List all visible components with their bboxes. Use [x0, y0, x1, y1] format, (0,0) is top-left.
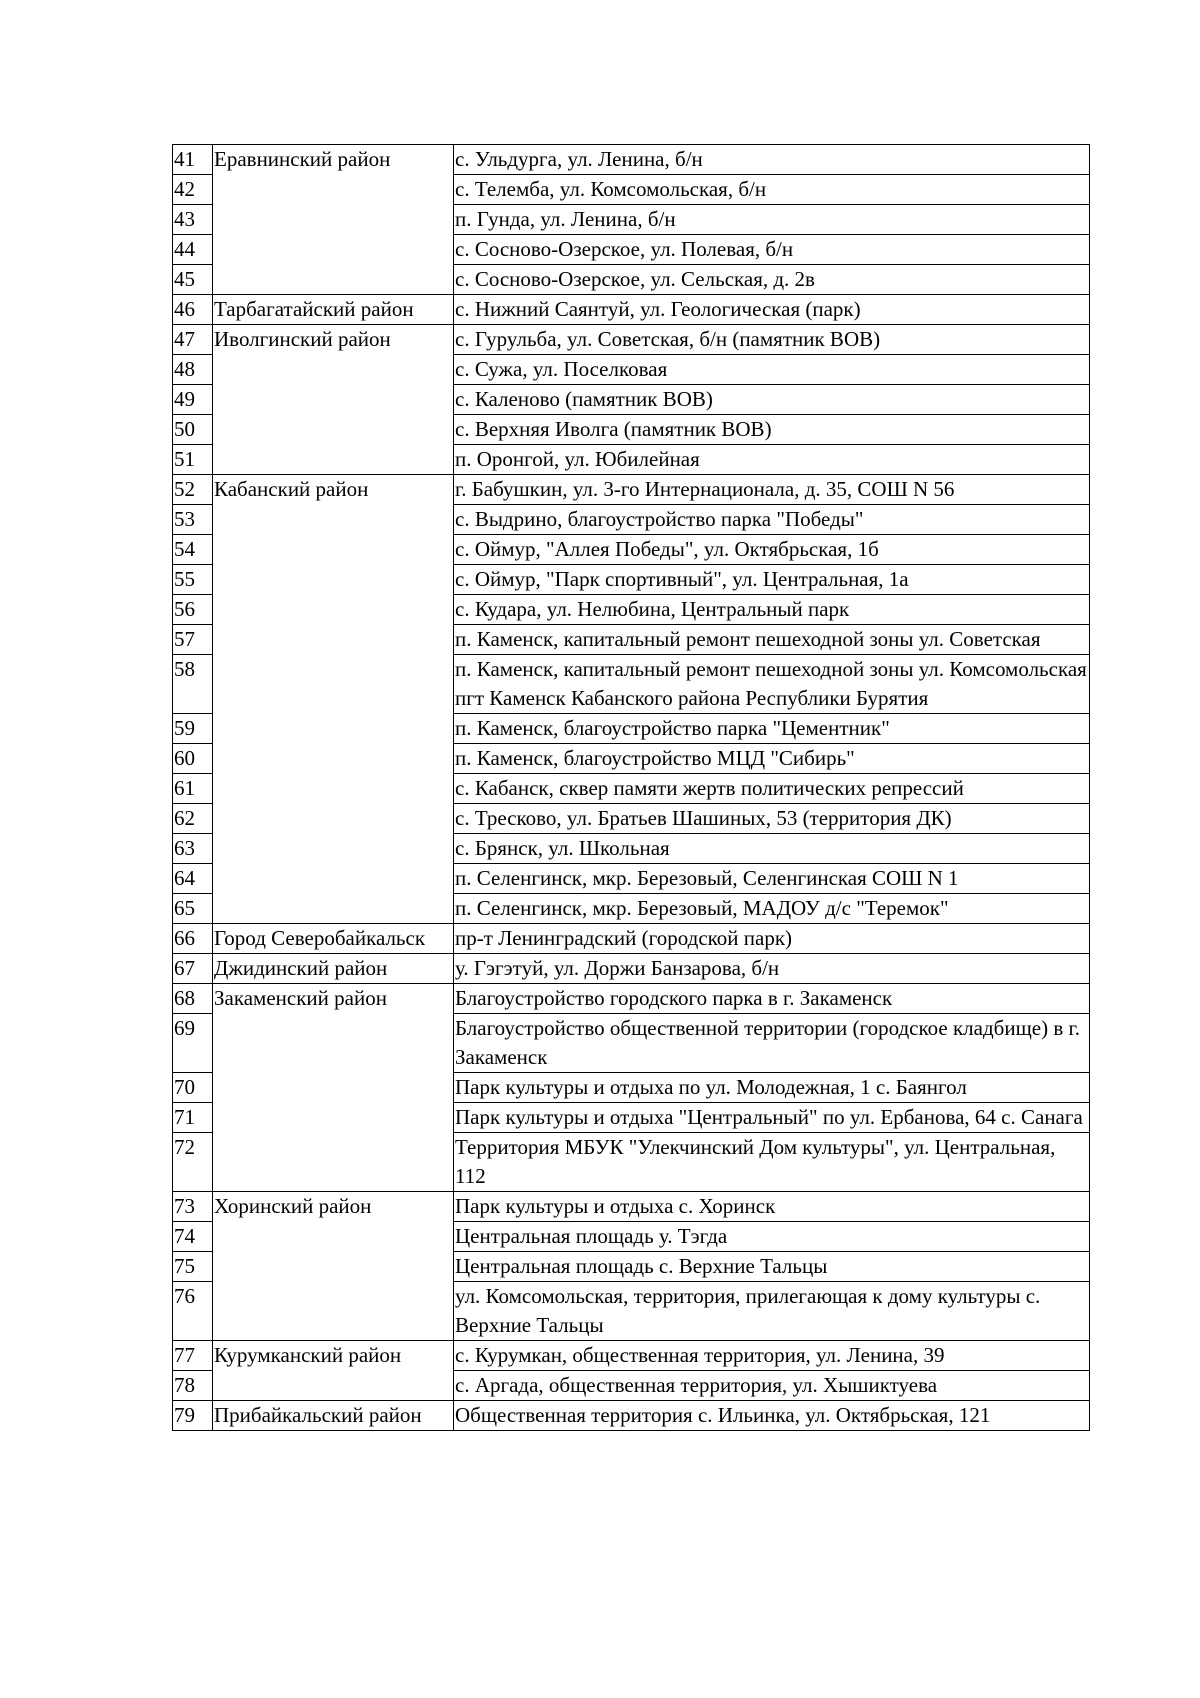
row-number: 57: [173, 625, 213, 655]
site-address: п. Селенгинск, мкр. Березовый, МАДОУ д/с "Теремок": [454, 894, 1090, 924]
row-number: 58: [173, 655, 213, 714]
sites-table-body: [173, 145, 1090, 1431]
site-address: Центральная площадь с. Верхние Тальцы: [454, 1252, 1090, 1282]
site-address: с. Верхняя Иволга (памятник ВОВ): [454, 415, 1090, 445]
district-name: Иволгинский район: [213, 325, 454, 475]
site-address: ул. Комсомольская, территория, прилегающая к дому культуры с. Верхние Тальцы: [454, 1282, 1090, 1341]
district-name: Закаменский район: [213, 984, 454, 1192]
site-address: с. Кабанск, сквер памяти жертв политических репрессий: [454, 774, 1090, 804]
site-address: п. Гунда, ул. Ленина, б/н: [454, 205, 1090, 235]
sites-table: [172, 144, 1090, 1431]
site-address: с. Выдрино, благоустройство парка "Победы": [454, 505, 1090, 535]
site-address: с. Каленово (памятник ВОВ): [454, 385, 1090, 415]
site-address: Парк культуры и отдыха "Центральный" по ул. Ербанова, 64 с. Санага: [454, 1103, 1090, 1133]
row-number: 52: [173, 475, 213, 505]
row-number: 76: [173, 1282, 213, 1341]
row-number: 50: [173, 415, 213, 445]
site-address: с. Ульдурга, ул. Ленина, б/н: [454, 145, 1090, 175]
site-address: с. Оймур, "Аллея Победы", ул. Октябрьская, 1б: [454, 535, 1090, 565]
site-address: п. Каменск, благоустройство парка "Цементник": [454, 714, 1090, 744]
site-address: Территория МБУК "Улекчинский Дом культуры", ул. Центральная, 112: [454, 1133, 1090, 1192]
table-row: [173, 984, 1090, 1014]
site-address: с. Сужа, ул. Поселковая: [454, 355, 1090, 385]
table-row: [173, 295, 1090, 325]
row-number: 53: [173, 505, 213, 535]
table-row: [173, 1192, 1090, 1222]
site-address: Благоустройство городского парка в г. Закаменск: [454, 984, 1090, 1014]
site-address: с. Оймур, "Парк спортивный", ул. Центральная, 1а: [454, 565, 1090, 595]
row-number: 59: [173, 714, 213, 744]
district-name: Еравнинский район: [213, 145, 454, 295]
site-address: с. Брянск, ул. Школьная: [454, 834, 1090, 864]
site-address: с. Нижний Саянтуй, ул. Геологическая (парк): [454, 295, 1090, 325]
site-address: с. Сосново-Озерское, ул. Полевая, б/н: [454, 235, 1090, 265]
row-number: 56: [173, 595, 213, 625]
site-address: г. Бабушкин, ул. 3-го Интернационала, д. 35, СОШ N 56: [454, 475, 1090, 505]
row-number: 79: [173, 1401, 213, 1431]
row-number: 61: [173, 774, 213, 804]
row-number: 77: [173, 1341, 213, 1371]
row-number: 65: [173, 894, 213, 924]
site-address: пр-т Ленинградский (городской парк): [454, 924, 1090, 954]
row-number: 70: [173, 1073, 213, 1103]
row-number: 43: [173, 205, 213, 235]
district-name: Кабанский район: [213, 475, 454, 924]
site-address: п. Каменск, благоустройство МЦД "Сибирь": [454, 744, 1090, 774]
table-row: [173, 1401, 1090, 1431]
row-number: 73: [173, 1192, 213, 1222]
row-number: 67: [173, 954, 213, 984]
row-number: 54: [173, 535, 213, 565]
row-number: 71: [173, 1103, 213, 1133]
district-name: Хоринский район: [213, 1192, 454, 1341]
table-row: [173, 145, 1090, 175]
row-number: 78: [173, 1371, 213, 1401]
row-number: 74: [173, 1222, 213, 1252]
district-name: Тарбагатайский район: [213, 295, 454, 325]
site-address: Центральная площадь у. Тэгда: [454, 1222, 1090, 1252]
site-address: с. Аргада, общественная территория, ул. Хышиктуева: [454, 1371, 1090, 1401]
row-number: 66: [173, 924, 213, 954]
district-name: Джидинский район: [213, 954, 454, 984]
site-address: у. Гэгэтуй, ул. Доржи Банзарова, б/н: [454, 954, 1090, 984]
table-row: [173, 954, 1090, 984]
row-number: 44: [173, 235, 213, 265]
district-name: Прибайкальский район: [213, 1401, 454, 1431]
site-address: с. Тресково, ул. Братьев Шашиных, 53 (территория ДК): [454, 804, 1090, 834]
site-address: п. Каменск, капитальный ремонт пешеходной зоны ул. Советская: [454, 625, 1090, 655]
site-address: Парк культуры и отдыха с. Хоринск: [454, 1192, 1090, 1222]
row-number: 69: [173, 1014, 213, 1073]
district-name: Город Северобайкальск: [213, 924, 454, 954]
district-name: Курумканский район: [213, 1341, 454, 1401]
row-number: 46: [173, 295, 213, 325]
row-number: 47: [173, 325, 213, 355]
row-number: 42: [173, 175, 213, 205]
table-row: [173, 325, 1090, 355]
row-number: 55: [173, 565, 213, 595]
table-row: [173, 475, 1090, 505]
site-address: с. Сосново-Озерское, ул. Сельская, д. 2в: [454, 265, 1090, 295]
row-number: 62: [173, 804, 213, 834]
row-number: 51: [173, 445, 213, 475]
row-number: 60: [173, 744, 213, 774]
site-address: Парк культуры и отдыха по ул. Молодежная, 1 с. Баянгол: [454, 1073, 1090, 1103]
row-number: 75: [173, 1252, 213, 1282]
row-number: 68: [173, 984, 213, 1014]
table-row: [173, 1341, 1090, 1371]
site-address: Общественная территория с. Ильинка, ул. Октябрьская, 121: [454, 1401, 1090, 1431]
site-address: п. Селенгинск, мкр. Березовый, Селенгинская СОШ N 1: [454, 864, 1090, 894]
site-address: с. Кудара, ул. Нелюбина, Центральный парк: [454, 595, 1090, 625]
row-number: 72: [173, 1133, 213, 1192]
row-number: 64: [173, 864, 213, 894]
table-row: [173, 924, 1090, 954]
site-address: п. Каменск, капитальный ремонт пешеходной зоны ул. Комсомольская пгт Каменск Кабанского района Республики Бурятия: [454, 655, 1090, 714]
row-number: 41: [173, 145, 213, 175]
row-number: 63: [173, 834, 213, 864]
site-address: Благоустройство общественной территории (городское кладбище) в г. Закаменск: [454, 1014, 1090, 1073]
site-address: п. Оронгой, ул. Юбилейная: [454, 445, 1090, 475]
row-number: 45: [173, 265, 213, 295]
site-address: с. Гурульба, ул. Советская, б/н (памятник ВОВ): [454, 325, 1090, 355]
row-number: 49: [173, 385, 213, 415]
site-address: с. Телемба, ул. Комсомольская, б/н: [454, 175, 1090, 205]
row-number: 48: [173, 355, 213, 385]
site-address: с. Курумкан, общественная территория, ул. Ленина, 39: [454, 1341, 1090, 1371]
